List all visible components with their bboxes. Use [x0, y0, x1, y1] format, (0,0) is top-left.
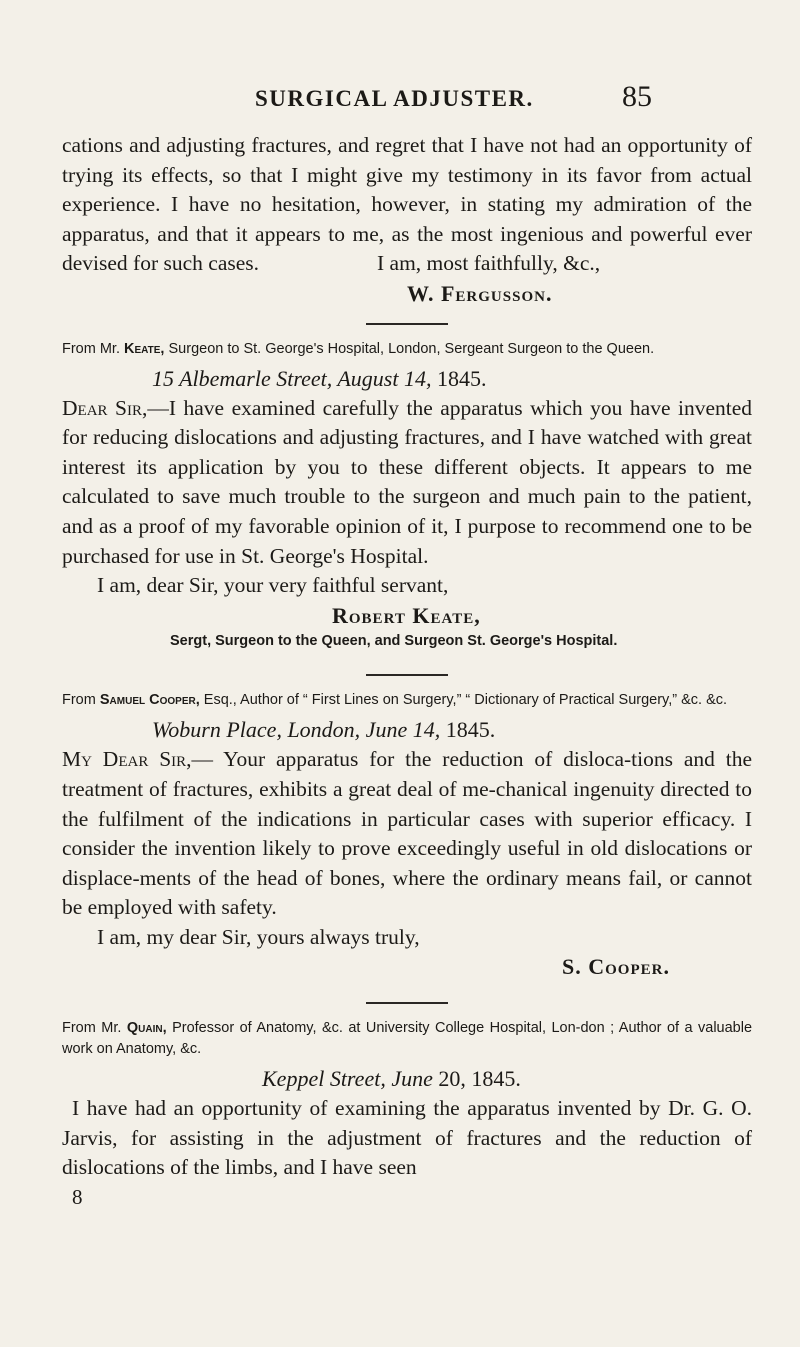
letter-4-body: I have had an opportunity of examining the apparatus invented by Dr. G. O. Jarvis, for assisting in the adjustment of fractures and the reduction of dislocations of the limbs, and I have seen [62, 1096, 752, 1180]
letter-2-salutation: Dear Sir, [62, 395, 148, 420]
letter-2-intro: From Mr. Keate, Surgeon to St. George's Hospital, London, Sergeant Surgeon to the Queen. [62, 340, 655, 357]
section-divider [366, 674, 448, 676]
letter-3-body: My Dear Sir,— Your apparatus for the reduction of disloca-tions and the treatment of fractures, exhibits a great deal of me-chanical ingenuity directed to the fulfilment of the indications in particular cases with superior efficacy. I consider the invention likely to prove exceedingly useful in old dislocations or displace-ments of the head of bones, where the ordinary means fail, or cannot be employed with safety. [62, 747, 752, 920]
page-number: 85 [622, 80, 652, 113]
letter-2-dateline: 15 Albemarle Street, August 14, 1845. [152, 365, 487, 391]
section-divider [366, 1002, 448, 1004]
letter-1-closing: I am, most faithfully, &c., [377, 251, 601, 276]
letter-1-body: cations and adjusting fractures, and regret that I have not had an opportunity of trying its effects, so that I might give my testimony in its favor from actual experience. I have no hesitation, however, in stating my admiration of the apparatus, and that it appears to me, as the most ingenious and powerful ever devised for such cases. [62, 133, 752, 276]
letter-2-body: Dear Sir,—I have examined carefully the apparatus which you have invented for reducing dislocations and adjusting fractures, and I have watched with great interest its application by you to these different objects. It appears to me calculated to save much trouble to the surgeon and much pain to the patient, and as a proof of my favorable opinion of it, I purpose to recommend one to be purchased for use in St. George's Hospital. [62, 395, 753, 568]
letter-3-closing: I am, my dear Sir, yours always truly, [97, 924, 420, 949]
letter-3-intro: From Samuel Cooper, Esq., Author of “ First Lines on Surgery,” “ Dictionary of Practical Surgery,” &c. &c. [62, 692, 728, 709]
letter-3-author: Samuel Cooper, [99, 692, 200, 709]
letter-3-dateline: Woburn Place, London, June 14, 1845. [152, 717, 496, 743]
letter-4-intro: From Mr. Quain, Professor of Anatomy, &c. at University College Hospital, Lon-don ; Author of a valuable work on Anatomy, &c. [62, 1020, 753, 1058]
letter-4-dateline: Keppel Street, June 20, 1845. [262, 1066, 521, 1092]
letter-4-author: Quain, [126, 1020, 167, 1037]
signature-mark: 8 [72, 1184, 83, 1209]
letter-3-salutation: My Dear Sir, [62, 747, 192, 772]
page-body [62, 131, 752, 1211]
running-header: SURGICAL ADJUSTER. [255, 86, 534, 111]
section-divider [366, 323, 448, 325]
letter-3-signature: S. Cooper. [562, 954, 670, 980]
letter-1-signature: W. Fergusson. [407, 280, 553, 306]
letter-2-closing: I am, dear Sir, your very faithful servant, [97, 573, 449, 598]
letter-2-signature: Robert Keate, [332, 602, 481, 628]
letter-2-author: Keate, [124, 340, 165, 357]
letter-2-title: Sergt, Surgeon to the Queen, and Surgeon St. George's Hospital. [170, 633, 618, 650]
